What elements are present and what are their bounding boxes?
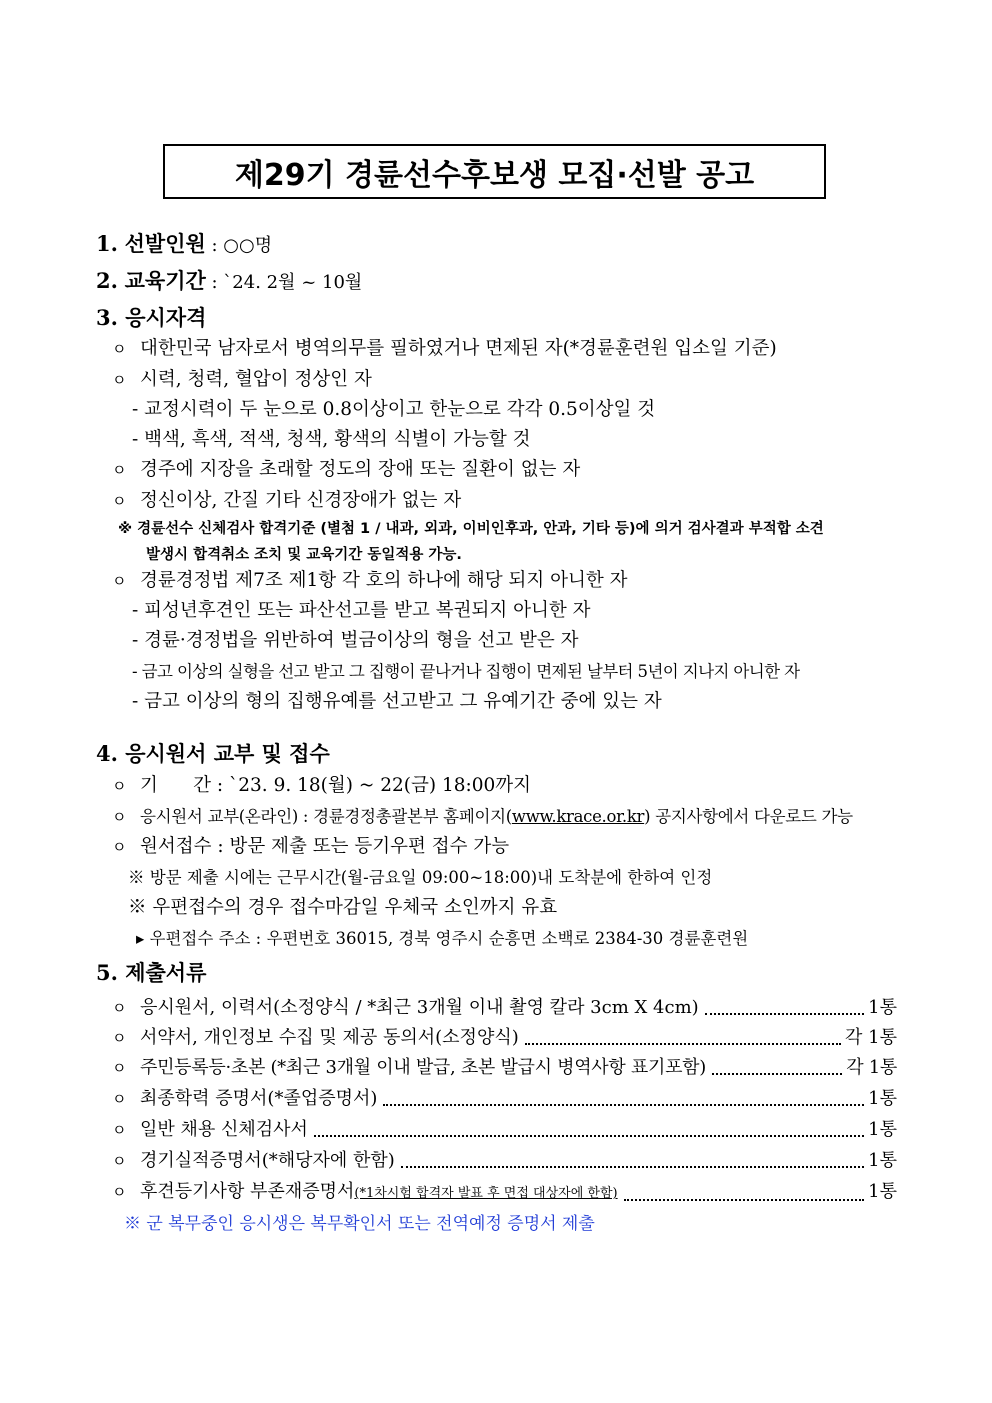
list-item: ㅇ 응시원서 교부(온라인) : 경륜경정총괄본부 홈페이지(www.krace.or.kr) 공지사항에서 다운로드 가능: [112, 807, 853, 826]
doc-row: ㅇ 서약서, 개인정보 수집 및 제공 동의서(소정양식) 각 1통: [112, 1027, 897, 1048]
doc-row: ㅇ 최종학력 증명서(*졸업증명서) 1통: [112, 1088, 897, 1109]
note-line: 발생시 합격취소 조치 및 교육기간 동일적용 가능.: [146, 547, 462, 563]
list-item: ㅇ 경주에 지장을 초래할 정도의 장애 또는 질환이 없는 자: [112, 459, 581, 480]
final-note: ※ 군 복무중인 응시생은 복무확인서 또는 전역예정 증명서 제출: [124, 1214, 595, 1234]
list-subitem: - 교정시력이 두 눈으로 0.8이상이고 한눈으로 각각 0.5이상일 것: [132, 399, 656, 420]
doc-row: ㅇ 경기실적증명서(*해당자에 한함) 1통: [112, 1150, 897, 1171]
section-1: [96, 231, 272, 259]
list-item: ㅇ 기 간 : `23. 9. 18(월) ~ 22(금) 18:00까지: [112, 775, 531, 796]
page-title: 제29기 경륜선수후보생 모집·선발 공고: [234, 157, 755, 193]
list-item: ㅇ 원서접수 : 방문 제출 또는 등기우편 접수 가능: [112, 836, 510, 857]
list-subitem: - 경륜·경정법을 위반하여 벌금이상의 형을 선고 받은 자: [132, 630, 579, 651]
doc-row: ㅇ 주민등록등·초본 (*최근 3개월 이내 발급, 초본 발급시 병역사항 표기포함) 각 1통: [112, 1057, 897, 1078]
section-3-heading: 3. 응시자격: [96, 305, 207, 330]
doc-row: ㅇ 일반 채용 신체검사서 1통: [112, 1119, 897, 1140]
section-4-heading: 4. 응시원서 교부 및 접수: [96, 741, 330, 766]
section-2-number: 2.: [96, 268, 118, 293]
section-1-value: : ○○명: [205, 235, 273, 256]
list-item: ㅇ 경륜경정법 제7조 제1항 각 호의 하나에 해당 되지 아니한 자: [112, 570, 628, 591]
doc-row: ㅇ 응시원서, 이력서(소정양식 / *최근 3개월 이내 촬영 칼라 3cm X 4cm) 1통: [112, 997, 897, 1018]
list-subitem: - 금고 이상의 형의 집행유예를 선고받고 그 유예기간 중에 있는 자: [132, 691, 662, 712]
section-5-heading: 5. 제출서류: [96, 960, 207, 985]
list-item: ㅇ 대한민국 남자로서 병역의무를 필하였거나 면제된 자(*경륜훈련원 입소일 기준): [112, 338, 777, 359]
list-item: ㅇ 정신이상, 간질 기타 신경장애가 없는 자: [112, 490, 462, 511]
note-line: ※ 우편접수의 경우 접수마감일 우체국 소인까지 유효: [128, 897, 558, 918]
section-2-label: 교육기간: [124, 268, 206, 293]
note-line: ※ 방문 제출 시에는 근무시간(월-금요일 09:00~18:00)내 도착분에 한하여 인정: [128, 868, 713, 887]
note-line: ▸ 우편접수 주소 : 우편번호 36015, 경북 영주시 순흥면 소백로 2384-30 경륜훈련원: [136, 929, 749, 948]
doc-row: ㅇ 후견등기사항 부존재증명서(*1차시험 합격자 발표 후 면접 대상자에 한함) 1통: [112, 1181, 897, 1202]
note-line: ※ 경륜선수 신체검사 합격기준 (별첨 1 / 내과, 외과, 이비인후과, 안과, 기타 등)에 의거 검사결과 부적합 소견: [118, 521, 824, 537]
list-item: ㅇ 시력, 청력, 혈압이 정상인 자: [112, 369, 372, 390]
section-2-value: : `24. 2월 ~ 10월: [205, 272, 363, 293]
section-1-label: 선발인원: [124, 231, 206, 256]
list-subitem: - 백색, 흑색, 적색, 청색, 황색의 식별이 가능할 것: [132, 429, 531, 450]
homepage-link[interactable]: www.krace.or.kr: [511, 807, 645, 826]
section-1-number: 1.: [96, 231, 118, 256]
section-2: [96, 268, 362, 296]
title-box: [163, 144, 826, 199]
list-subitem: - 금고 이상의 실형을 선고 받고 그 집행이 끝나거나 집행이 면제된 날부터 5년이 지나지 아니한 자: [132, 662, 800, 681]
list-subitem: - 피성년후견인 또는 파산선고를 받고 복권되지 아니한 자: [132, 600, 591, 621]
